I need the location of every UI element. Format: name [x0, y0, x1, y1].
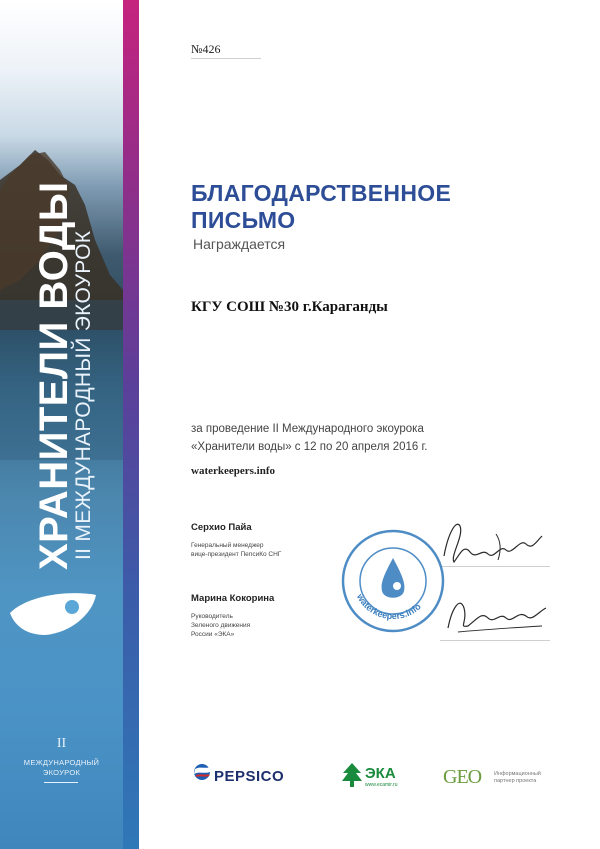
- sidebar-title: ХРАНИТЕЛИ ВОДЫ: [32, 181, 76, 570]
- website-link[interactable]: waterkeepers.info: [191, 465, 276, 477]
- sidebar-image: [0, 0, 123, 849]
- stamp-text: waterkeepers.info: [354, 592, 423, 622]
- sidebar-label-line1: МЕЖДУНАРОДНЫЙ: [23, 758, 100, 767]
- certificate-number: №426: [191, 42, 221, 56]
- signatory-2-name: Марина Кокорина: [191, 593, 275, 604]
- geo-subtitle-line1: Информационный: [494, 771, 541, 777]
- sidebar-subtitle: II МЕЖДУНАРОДНЫЙ ЭКОУРОК: [72, 230, 95, 560]
- signature-line-2: [440, 640, 550, 641]
- title-line1: БЛАГОДАРСТВЕННОЕ: [191, 180, 452, 206]
- page-title: [191, 180, 521, 234]
- geo-logo-text: GEO: [443, 766, 482, 788]
- pepsico-logo-text: PEPSICO: [214, 768, 285, 785]
- number-underline: [191, 58, 261, 59]
- description-line2: «Хранители воды» с 12 по 20 апреля 2016 г.: [191, 441, 428, 453]
- water-drop-logo: [0, 585, 123, 645]
- geo-subtitle-line2: партнер проекта: [494, 778, 537, 784]
- signatory-2-role-line2: Зеленого движения: [191, 622, 251, 629]
- sidebar-label: [0, 758, 123, 778]
- signatory-1-role-line2: вице-президент ПепсиКо СНГ: [191, 551, 282, 558]
- stamp-seal: [340, 528, 446, 634]
- eka-tree-icon: [340, 762, 364, 788]
- pepsico-globe-icon: [192, 761, 212, 783]
- title-line2: ПИСЬМО: [191, 207, 296, 233]
- signatory-1-role-line1: Генеральный менеджер: [191, 542, 264, 549]
- geo-subtitle: [494, 771, 541, 785]
- gradient-stripe: [123, 0, 139, 849]
- signature-2: [438, 588, 558, 638]
- sidebar-roman: II: [56, 736, 67, 751]
- description: [191, 420, 427, 456]
- signatory-2-role-line3: России «ЭКА»: [191, 631, 235, 638]
- recipient-name: КГУ СОШ №30 г.Караганды: [191, 299, 388, 315]
- signatory-1-role: [191, 541, 281, 559]
- eka-logo-text: ЭКА: [365, 765, 396, 782]
- signatory-1-name: Серхио Пайа: [191, 522, 252, 533]
- awarded-label: Награждается: [193, 236, 286, 252]
- sidebar-divider: [44, 782, 78, 783]
- signature-1: [436, 514, 556, 574]
- sidebar-label-line2: ЭКОУРОК: [42, 768, 81, 777]
- description-line1: за проведение II Международного экоурока: [191, 423, 424, 435]
- signatory-2-role: [191, 612, 250, 639]
- eka-url: www.ecamir.ru: [365, 782, 398, 788]
- signatory-2-role-line1: Руководитель: [191, 613, 233, 620]
